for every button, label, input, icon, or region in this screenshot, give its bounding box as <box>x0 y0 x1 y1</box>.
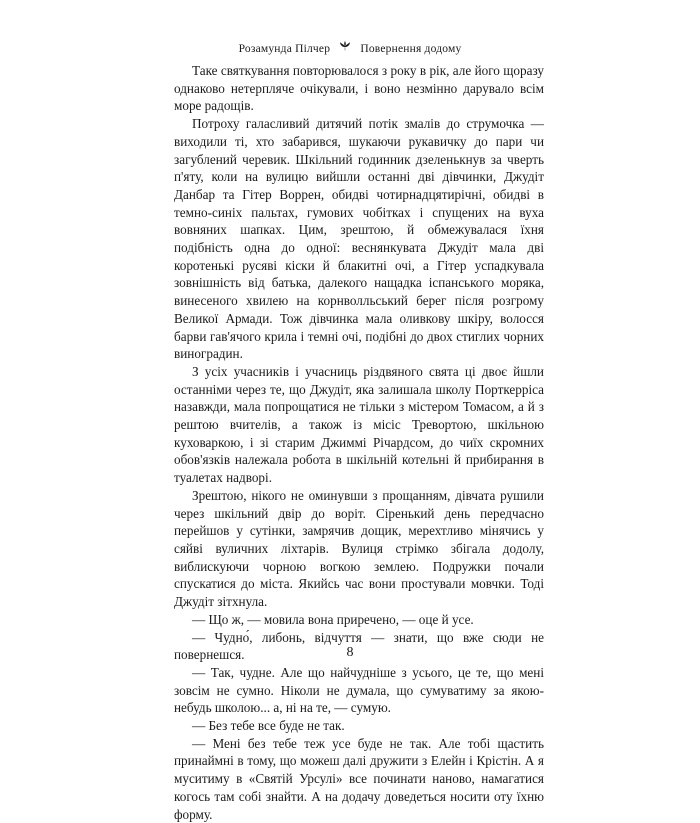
paragraph: Таке святкування повторювалося з року в рік, але його щоразу однаково нетерпляче очікували, і воно незмінно дарувало всім море радощів. <box>174 63 544 114</box>
running-header <box>0 40 700 55</box>
dialogue-line: — Чудно́, либонь, відчуття — знати, що вже сюди не повернешся. <box>174 629 544 663</box>
paragraph: Потроху галасливий дитячий потік змалів до струмочка — виходили ті, хто забарився, шукаючи рукавичку до пари чи загублений черевик. Шкільний годинник дзеленькнув за чверть п'яту, коли на вулицю вийшли останні дві дівчинки, Джудіт Данбар та Гітер Воррен, обидві чотирнадцятирічні, обидві в темно-синіх пальтах, гумових чобітках і спущених на вуха вовняних шапках. Цим, зрештою, й обмежувалася їхня подібність одна до одної: веснянкувата Джудіт мала дві коротенькі русяві кіски й блакитні очі, а Гітер успадкувала зовнішність від батька, далекого нащадка іспанського моряка, винесеного хвилею на корнволльський берег після розгрому Великої Армади. Тож дівчинка мала оливкову шкіру, волосся барви гав'ячого крила і темні очі, подібні до двох стиглих чорних виноградин. <box>174 116 544 362</box>
body-text <box>174 62 544 823</box>
dialogue-line: — Мені без тебе теж усе буде не так. Але тобі щастить принаймні в тому, що можеш далі дружити з Елейн і Крістін. А я муситиму в «Святій Урсулі» все починати наново, намагатися когось там собі знайти. А на додачу доведеться носити оту їхню форму. <box>174 735 544 822</box>
dialogue-line: — Так, чудне. Але що найчудніше з усього, це те, що мені зовсім не сумно. Ніколи не думала, що сумуватиму за якою-небудь школою... а, ні на те, — сумую. <box>174 664 544 716</box>
dialogue-line: — Що ж, — мовила вона приречено, — оце й усе. <box>192 611 474 627</box>
header-author: Розамунда Пілчер <box>238 43 331 55</box>
dialogue-line: — Без тебе все буде не так. <box>192 718 345 734</box>
paragraph: З усіх учасників і учасниць різдвяного свята ці двоє йшли останніми через те, що Джудіт, яка залишала школу Порткерріса назавжди, мала попрощатися не тільки з містером Томасом, а й з рештою вчителів, а також із місіс Тревортою, шкільною куховаркою, і зі старим Джиммі Річардсом, до чиїх скромних обов'язків належала робота в шкільній котельні й прибирання в туалетах надворі. <box>174 363 544 486</box>
flower-ornament-icon <box>339 40 351 55</box>
header-title: Повернення додому <box>360 43 462 55</box>
page-number: 8 <box>346 645 354 660</box>
paragraph: Зрештою, нікого не оминувши з прощанням, дівчата рушили через шкільний двір до воріт. Сіренький день передчасно перейшов у сутінки, замрячив дощик, мерехтливо мінячись у сяйві вуличних ліхтарів. Вулиця стрімко збігала додолу, виблискуючи чорною вогкою землею. Подружки почали спускатися до міста. Якийсь час вони простували мовчки. Тоді Джудіт зітхнула. <box>174 487 544 610</box>
